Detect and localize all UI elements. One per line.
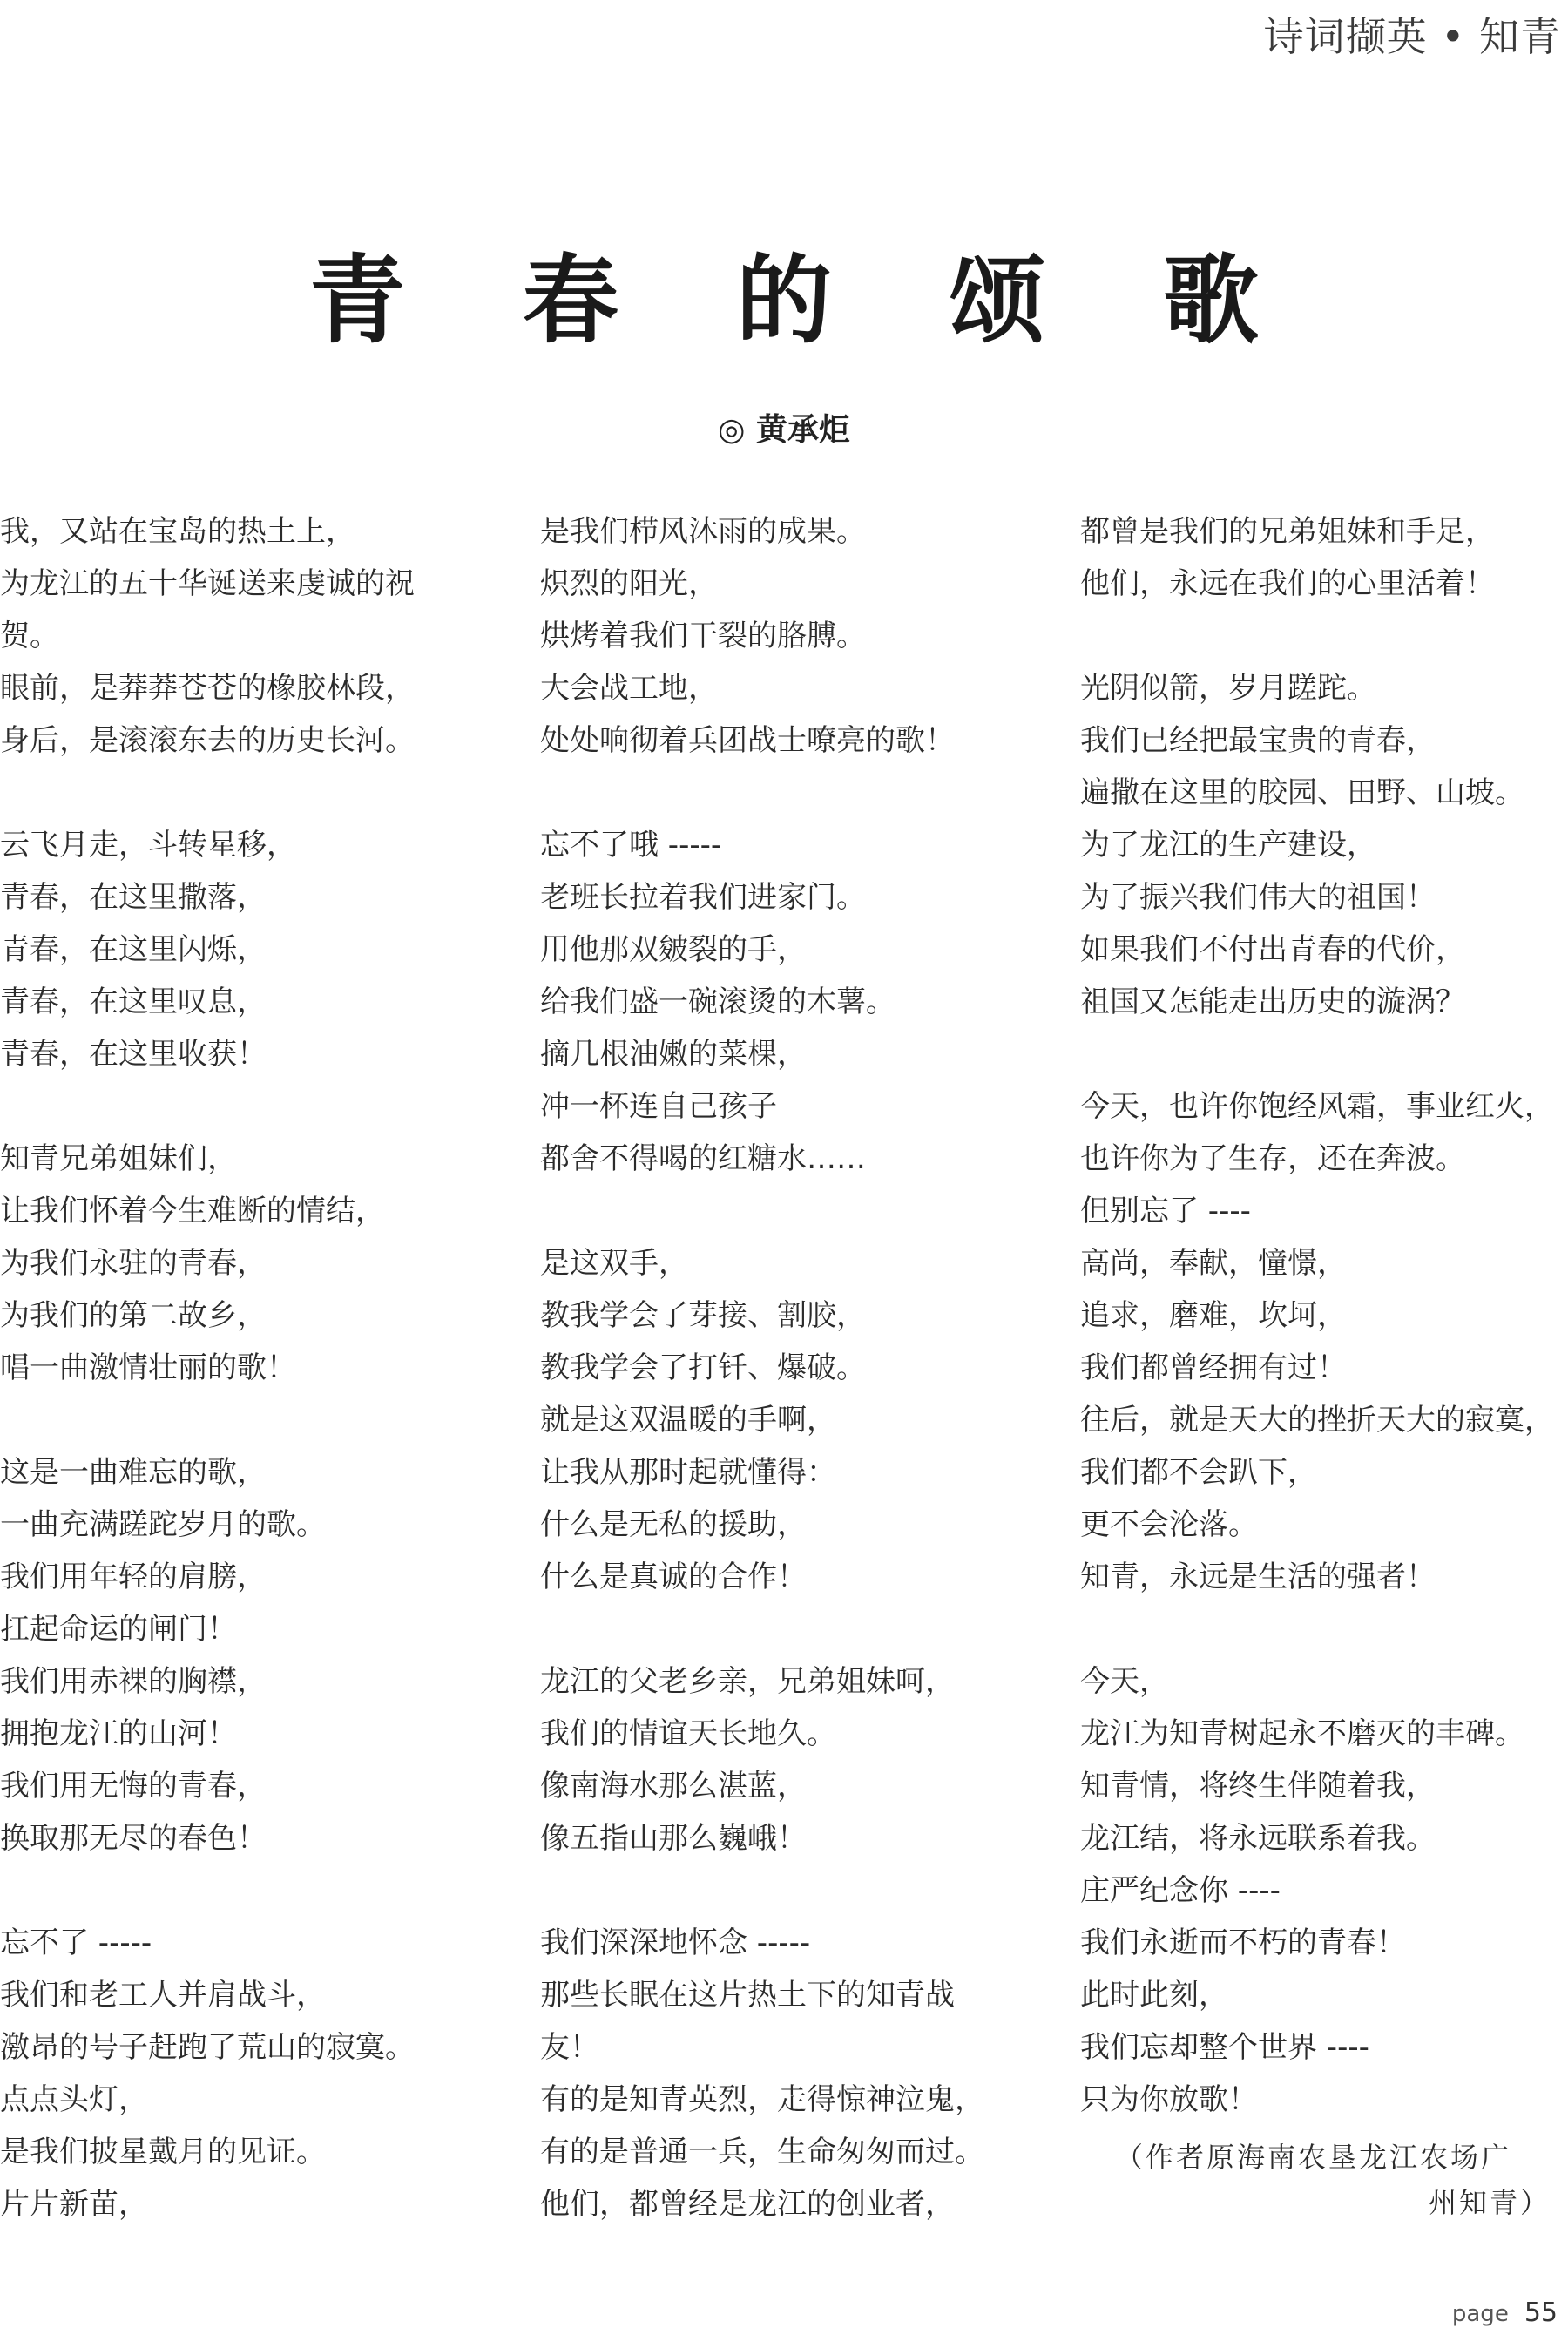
poem-line: 是我们栉风沐雨的成果。 <box>540 514 866 549</box>
poem-column-2 <box>540 505 1028 2230</box>
stanza-break <box>1080 1603 1568 1655</box>
title-char: 颂 <box>950 245 1045 356</box>
poem-line: 庄严纪念你 ---- <box>1080 1873 1281 1908</box>
poem-line: 什么是真诚的合作！ <box>540 1560 807 1594</box>
poem-line: 有的是知青英烈，走得惊神泣鬼， <box>540 2082 984 2117</box>
poem-title <box>309 245 1259 356</box>
poem-line: 我们的情谊天长地久。 <box>540 1716 836 1751</box>
poem-line: 是这双手， <box>540 1246 688 1281</box>
poem-line: 有的是普通一兵，生命匆匆而过。 <box>540 2135 984 2169</box>
poem-line: 龙江为知青树起永不磨灭的丰碑。 <box>1080 1716 1524 1751</box>
poem-line: 像五指山那么巍峨！ <box>540 1821 807 1856</box>
poem-line: 眼前，是莽莽苍苍的橡胶林段， <box>0 671 415 706</box>
stanza-break <box>540 1603 1028 1655</box>
poem-line: 大会战工地， <box>540 671 718 706</box>
poem-line: 激昂的号子赶跑了荒山的寂寞。 <box>0 2030 415 2065</box>
poem-line: 此时此刻， <box>1080 1978 1228 2013</box>
poem-line: 给我们盛一碗滚烫的木薯。 <box>540 985 896 1019</box>
poem-line: 什么是无私的援助， <box>540 1507 807 1542</box>
poem-line: 为了振兴我们伟大的祖国！ <box>1080 880 1436 915</box>
poem-line: 这是一曲难忘的歌， <box>0 1455 267 1490</box>
poem-line: 唱一曲激情壮丽的歌！ <box>0 1350 296 1385</box>
poem-line: 烘烤着我们干裂的胳膊。 <box>540 619 866 653</box>
stanza-break <box>540 1185 1028 1237</box>
stanza-break <box>540 767 1028 819</box>
poem-line: 让我们怀着今生难断的情结， <box>0 1194 385 1228</box>
poem-line: 也许你为了生存，还在奔波。 <box>1080 1141 1465 1176</box>
author-note-line: （作者原海南农垦龙江农场广 <box>1115 2141 1512 2174</box>
poem-line: 点点头灯， <box>0 2082 148 2117</box>
poem-line: 教我学会了打钎、爆破。 <box>540 1350 866 1385</box>
poem-line: 一曲充满蹉跎岁月的歌。 <box>0 1507 326 1542</box>
poem-line: 为我们永驻的青春， <box>0 1246 267 1281</box>
poem-line: 老班长拉着我们进家门。 <box>540 880 866 915</box>
poem-line: 处处响彻着兵团战士嘹亮的歌！ <box>540 723 955 758</box>
stanza-break <box>0 767 488 819</box>
poem-line: 青春，在这里闪烁， <box>0 932 267 967</box>
poem-line: 他们，都曾经是龙江的创业者， <box>540 2187 955 2222</box>
poem-line: 忘不了哦 ----- <box>540 828 722 863</box>
poem-line: 我们用赤裸的胸襟， <box>0 1664 267 1699</box>
poem-line: 他们，永远在我们的心里活着！ <box>1080 566 1495 601</box>
poem-line: 云飞月走，斗转星移， <box>0 828 296 863</box>
title-char: 春 <box>523 245 618 356</box>
stanza-break <box>0 1864 488 1917</box>
poem-line: 是我们披星戴月的见证。 <box>0 2135 326 2169</box>
page-number <box>1452 2300 1558 2326</box>
poem-line: 就是这双温暖的手啊， <box>540 1403 836 1438</box>
poem-line: 青春，在这里撒落， <box>0 880 267 915</box>
poem-line: 我们和老工人并肩战斗， <box>0 1978 326 2013</box>
poem-line: 我们永逝而不朽的青春！ <box>1080 1925 1406 1960</box>
poem-line: 忘不了 ----- <box>0 1925 152 1960</box>
poem-line: 更不会沦落。 <box>1080 1507 1258 1542</box>
author-note <box>1115 2135 1559 2225</box>
poem-line: 片片新苗， <box>0 2187 148 2222</box>
poem-line: 青春，在这里收获！ <box>0 1037 267 1072</box>
poem-line: 友！ <box>540 2030 599 2065</box>
poem-line: 为我们的第二故乡， <box>0 1298 267 1333</box>
poem-line: 龙江结，将永远联系着我。 <box>1080 1821 1436 1856</box>
title-char: 歌 <box>1163 245 1259 356</box>
poem-line: 让我从那时起就懂得： <box>540 1455 836 1490</box>
poem-line: 都舍不得喝的红糖水…… <box>540 1141 866 1176</box>
poem-line: 都曾是我们的兄弟姐妹和手足， <box>1080 514 1495 549</box>
page-number-value: 55 <box>1524 2298 1558 2328</box>
poem-line: 为了龙江的生产建设， <box>1080 828 1376 863</box>
poem-line: 祖国又怎能走出历史的漩涡？ <box>1080 985 1465 1019</box>
author-byline: ◎ 黄承炬 <box>718 412 850 448</box>
poem-line: 我，又站在宝岛的热土上， <box>0 514 355 549</box>
poem-line: 龙江的父老乡亲，兄弟姐妹呵， <box>540 1664 955 1699</box>
poem-line: 扛起命运的闸门！ <box>0 1612 237 1647</box>
author-note-line: 州知青） <box>1428 2186 1551 2219</box>
poem-line: 拥抱龙江的山河！ <box>0 1716 237 1751</box>
stanza-break <box>0 1080 488 1133</box>
section-header: 诗词撷英 • 知青 <box>1263 13 1561 60</box>
poem-line: 我们用无悔的青春， <box>0 1769 267 1804</box>
poem-line: 今天，也许你饱经风霜，事业红火， <box>1080 1089 1554 1124</box>
stanza-break <box>1080 610 1568 662</box>
poem-line: 今天， <box>1080 1664 1169 1699</box>
poem-line: 青春，在这里叹息， <box>0 985 267 1019</box>
poem-line: 身后，是滚滚东去的历史长河。 <box>0 723 415 758</box>
stanza-break <box>1080 1028 1568 1080</box>
poem-line: 知青兄弟姐妹们， <box>0 1141 237 1176</box>
poem-column-1 <box>0 505 488 2230</box>
poem-line: 如果我们不付出青春的代价， <box>1080 932 1465 967</box>
poem-line: 像南海水那么湛蓝， <box>540 1769 807 1804</box>
poem-line: 摘几根油嫩的菜棵， <box>540 1037 807 1072</box>
page-label: page <box>1451 2301 1509 2327</box>
poem-line: 教我学会了芽接、割胶， <box>540 1298 866 1333</box>
poem-line: 只为你放歌！ <box>1080 2082 1258 2117</box>
poem-line: 我们已经把最宝贵的青春， <box>1080 723 1436 758</box>
stanza-break <box>0 1394 488 1446</box>
poem-line: 我们用年轻的肩膀， <box>0 1560 267 1594</box>
poem-line: 光阴似箭，岁月蹉跎。 <box>1080 671 1376 706</box>
poem-line: 我们忘却整个世界 ---- <box>1080 2030 1369 2065</box>
poem-line: 我们深深地怀念 ----- <box>540 1925 811 1960</box>
poem-line: 知青，永远是生活的强者！ <box>1080 1560 1436 1594</box>
poem-column-3 <box>1080 505 1568 2126</box>
poem-line: 往后，就是天大的挫折天大的寂寞， <box>1080 1403 1554 1438</box>
poem-line: 我们都不会趴下， <box>1080 1455 1317 1490</box>
poem-line: 炽烈的阳光， <box>540 566 718 601</box>
poem-line: 知青情，将终生伴随着我， <box>1080 1769 1436 1804</box>
poem-line: 换取那无尽的春色！ <box>0 1821 267 1856</box>
poem-line: 但别忘了 ---- <box>1080 1194 1251 1228</box>
poem-line: 高尚，奉献，憧憬， <box>1080 1246 1347 1281</box>
poem-line: 我们都曾经拥有过！ <box>1080 1350 1347 1385</box>
poem-line: 用他那双皴裂的手， <box>540 932 807 967</box>
poem-line: 为龙江的五十华诞送来虔诚的祝 <box>0 566 415 601</box>
poem-line: 追求，磨难，坎坷， <box>1080 1298 1347 1333</box>
title-char: 青 <box>309 245 405 356</box>
poem-line: 冲一杯连自己孩子 <box>540 1089 777 1124</box>
poem-line: 遍撒在这里的胶园、田野、山坡。 <box>1080 775 1524 810</box>
poem-line: 那些长眠在这片热土下的知青战 <box>540 1978 955 2013</box>
title-char: 的 <box>736 245 832 356</box>
stanza-break <box>540 1864 1028 1917</box>
poem-line: 贺。 <box>0 619 59 653</box>
